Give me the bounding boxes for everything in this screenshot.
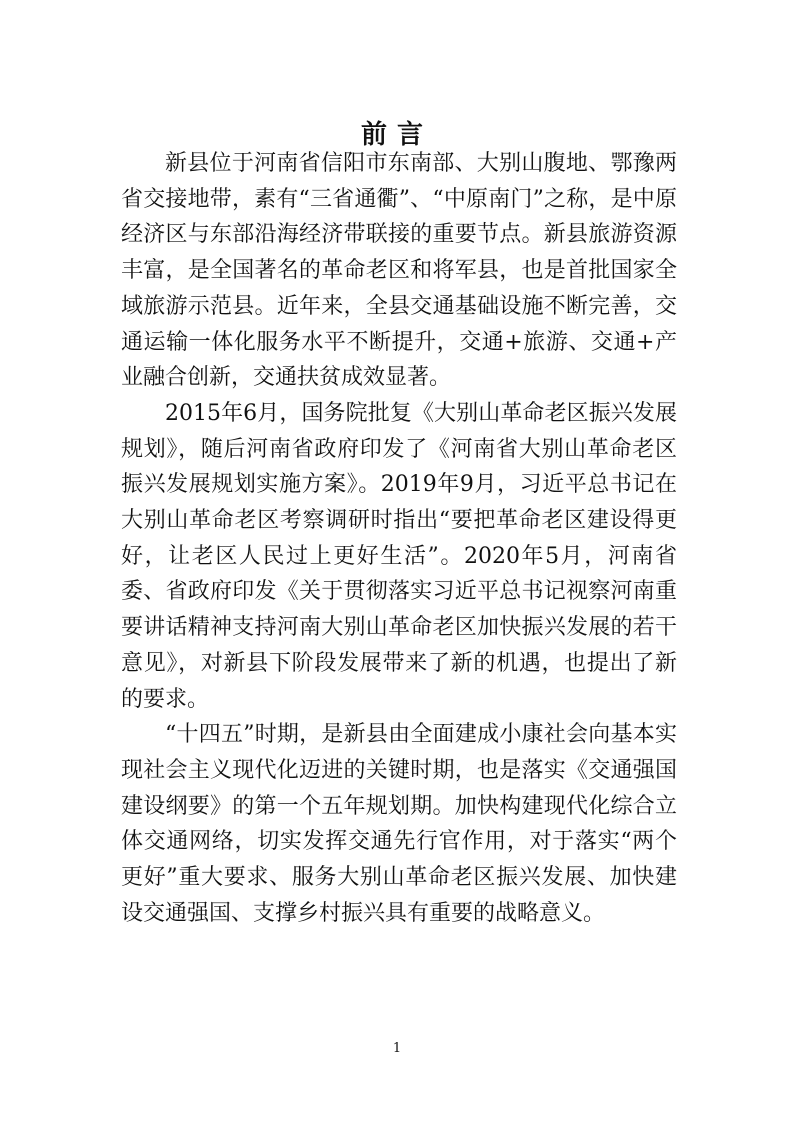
paragraph-3: “十四五”时期，是新县由全面建成小康社会向基本实现社会主义现代化迈进的关键时期，也是落实《交通强国建设纲要》的第一个五年规划期。加快构建现代化综合立体交通网络，切实发挥交通先行官作用，对于落实“两个更好”重大要求、服务大别山革命老区振兴发展、加快建设交通强国、支撑乡村振兴具有重要的战略意义。 — [121, 722, 677, 926]
paragraph-1: 新县位于河南省信阳市东南部、大别山腹地、鄂豫两省交接地带，素有“三省通衢”、“中原南门”之称，是中原经济区与东部沿海经济带联接的重要节点。新县旅游资源丰富，是全国著名的革命老区和将军县，也是首批国家全域旅游示范县。近年来，全县交通基础设施不断完善，交通运输一体化服务水平不断提升，交通+旅游、交通+产业融合创新，交通扶贫成效显著。 — [121, 151, 677, 391]
document-body — [121, 146, 677, 931]
page-number: 1 — [392, 1041, 402, 1056]
paragraph-2: 2015年6月，国务院批复《大别山革命老区振兴发展规划》，随后河南省政府印发了《河南省大别山革命老区振兴发展规划实施方案》。2019年9月，习近平总书记在大别山革命老区考察调研时指出“要把革命老区建设得更好，让老区人民过上更好生活”。2020年5月，河南省委、省政府印发《关于贯彻落实习近平总书记视察河南重要讲话精神支持河南大别山革命老区加快振兴发展的若干意见》，对新县下阶段发展带来了新的机遇，也提出了新的要求。 — [121, 400, 677, 712]
page-title: 前言 — [360, 120, 433, 151]
